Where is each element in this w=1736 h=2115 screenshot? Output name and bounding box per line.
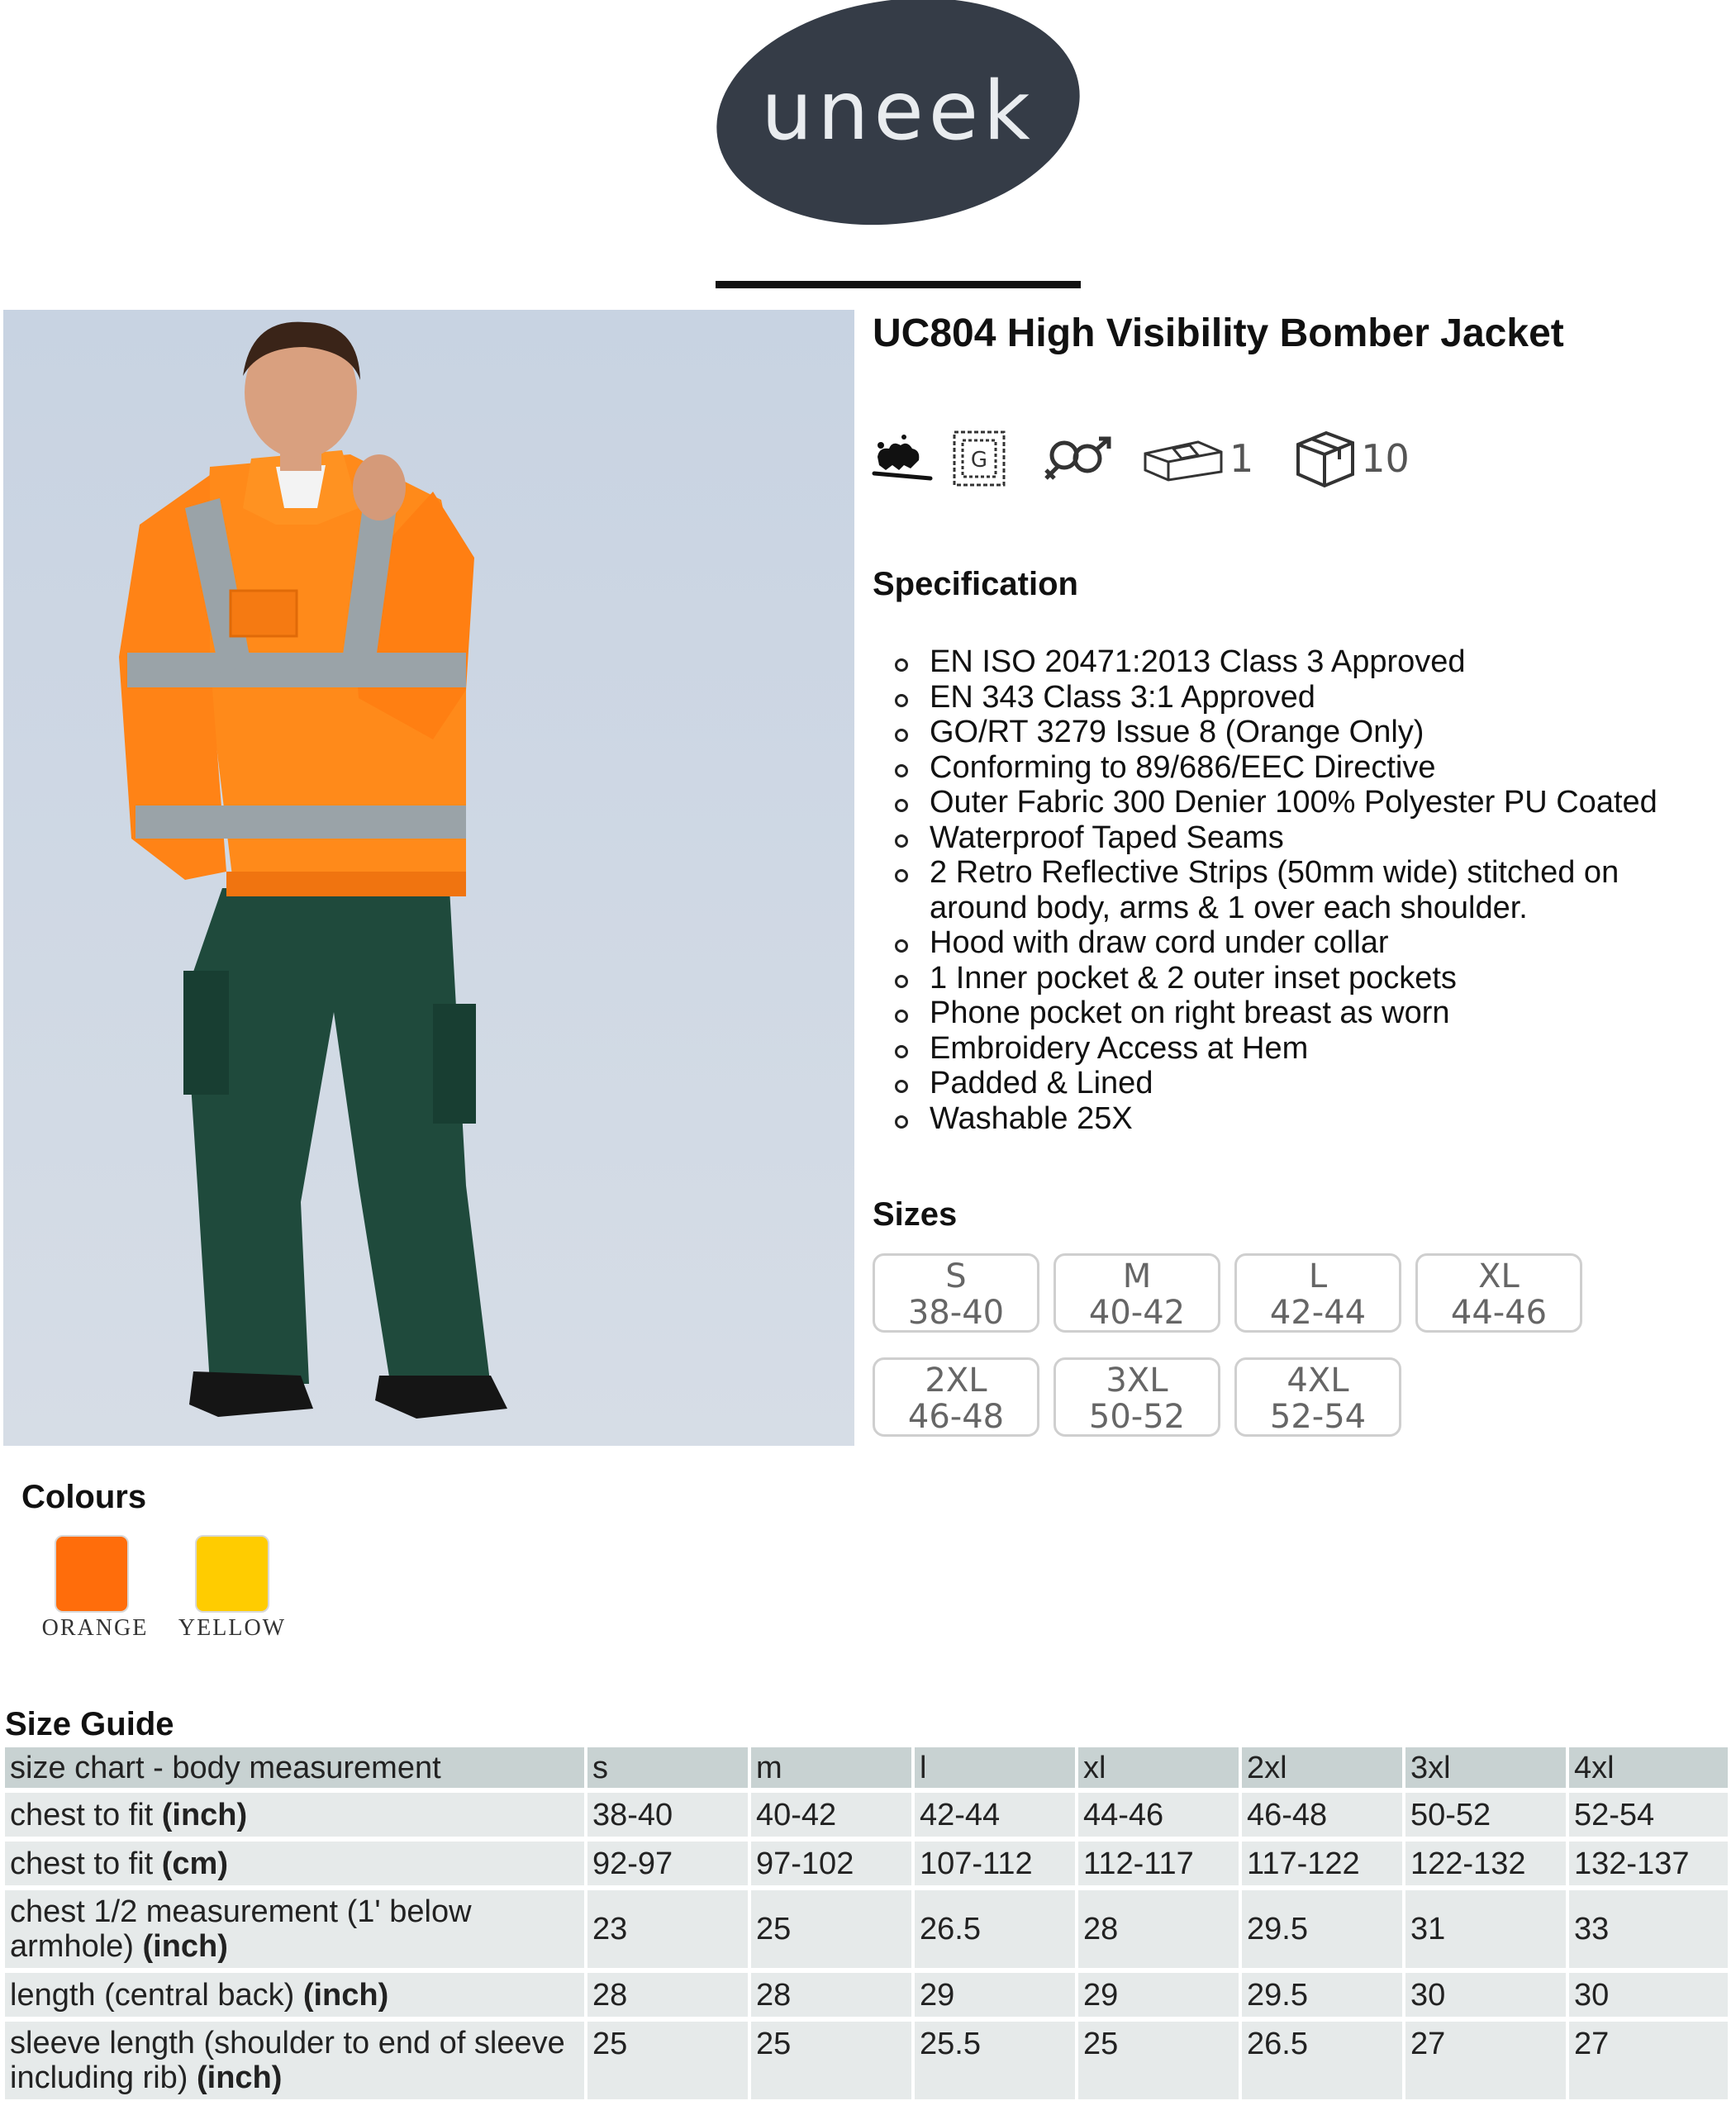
size-option-l[interactable] [1234, 1253, 1401, 1333]
svg-text:G: G [970, 448, 988, 473]
table-cell: 40-42 [751, 1793, 915, 1842]
sizes-heading: Sizes [873, 1196, 958, 1233]
specification-list [930, 644, 1723, 1136]
table-cell: 29.5 [1242, 1890, 1405, 1973]
table-cell: 23 [587, 1890, 751, 1973]
spec-item: Embroidery Access at Hem [930, 1031, 1723, 1067]
row-label: chest to fit (inch) [5, 1793, 587, 1842]
size-range: 40-42 [1088, 1294, 1186, 1332]
header-cell: xl [1078, 1747, 1242, 1793]
spec-item: Conforming to 89/686/EEC Directive [930, 750, 1723, 786]
table-cell: 30 [1405, 1973, 1569, 2022]
table-cell: 28 [751, 1973, 915, 2022]
product-photo [3, 310, 854, 1446]
table-cell: 117-122 [1242, 1842, 1405, 1890]
header-cell: size chart - body measurement [5, 1747, 587, 1793]
size-range: 42-44 [1269, 1294, 1367, 1332]
size-option-2xl[interactable] [873, 1357, 1039, 1437]
table-cell: 30 [1569, 1973, 1731, 2022]
logo-text: uneek [761, 64, 1035, 159]
spec-item: Padded & Lined [930, 1066, 1723, 1101]
colours-heading: Colours [21, 1479, 147, 1515]
size-option-xl[interactable] [1415, 1253, 1582, 1333]
spec-item: Waterproof Taped Seams [930, 820, 1723, 856]
table-cell: 46-48 [1242, 1793, 1405, 1842]
spec-item: 2 Retro Reflective Strips (50mm wide) stitched on around body, arms & 1 over each shoulder. [930, 855, 1723, 925]
size-label: M [1122, 1257, 1152, 1295]
size-guide-table [5, 1747, 1731, 2104]
size-option-3xl[interactable] [1053, 1357, 1220, 1437]
row-label: sleeve length (shoulder to end of sleeve including rib) (inch) [5, 2022, 587, 2104]
table-cell: 25 [1078, 2022, 1242, 2104]
size-option-4xl[interactable] [1234, 1357, 1401, 1437]
table-cell: 25 [587, 2022, 751, 2104]
table-cell: 92-97 [587, 1842, 751, 1890]
size-range: 46-48 [907, 1398, 1005, 1436]
spec-item: EN 343 Class 3:1 Approved [930, 680, 1723, 715]
table-cell: 25.5 [915, 2022, 1078, 2104]
specification-heading: Specification [873, 566, 1078, 602]
colour-label: YELLOW [178, 1615, 287, 1641]
table-cell: 107-112 [915, 1842, 1078, 1890]
size-label: L [1308, 1257, 1328, 1295]
table-cell: 44-46 [1078, 1793, 1242, 1842]
single-pack-icon [1140, 434, 1226, 483]
product-icons [871, 421, 1410, 496]
spec-item: 1 Inner pocket & 2 outer inset pockets [930, 961, 1723, 996]
header-cell: s [587, 1747, 751, 1793]
colour-label: ORANGE [41, 1615, 149, 1641]
logo-divider [716, 281, 1081, 288]
table-row [5, 1793, 1731, 1842]
model-wearing-jacket-illustration [3, 310, 854, 1446]
row-label: chest to fit (cm) [5, 1842, 587, 1890]
spec-item: Phone pocket on right breast as worn [930, 996, 1723, 1031]
size-option-m[interactable] [1053, 1253, 1220, 1333]
table-cell: 28 [1078, 1890, 1242, 1973]
size-label: XL [1478, 1257, 1520, 1295]
table-row [5, 1890, 1731, 1973]
spec-item: Outer Fabric 300 Denier 100% Polyester PU Coated [930, 785, 1723, 820]
table-header-row [5, 1747, 1731, 1793]
table-cell: 122-132 [1405, 1842, 1569, 1890]
brand-logo [716, 0, 1081, 223]
table-cell: 25 [751, 1890, 915, 1973]
table-cell: 52-54 [1569, 1793, 1731, 1842]
table-cell: 132-137 [1569, 1842, 1731, 1890]
colour-swatch-yellow[interactable] [195, 1535, 269, 1613]
table-row [5, 1842, 1731, 1890]
carton-count: 10 [1361, 436, 1410, 481]
size-label: 2XL [925, 1362, 987, 1400]
table-cell: 29 [1078, 1973, 1242, 2022]
table-cell: 28 [587, 1973, 751, 2022]
table-cell: 50-52 [1405, 1793, 1569, 1842]
header-cell: 3xl [1405, 1747, 1569, 1793]
header-cell: m [751, 1747, 915, 1793]
spec-item: Washable 25X [930, 1101, 1723, 1137]
table-cell: 26.5 [1242, 2022, 1405, 2104]
header-cell: 4xl [1569, 1747, 1731, 1793]
size-option-s[interactable] [873, 1253, 1039, 1333]
table-row [5, 2022, 1731, 2104]
size-range: 44-46 [1450, 1294, 1548, 1332]
size-guide-heading: Size Guide [5, 1706, 174, 1742]
size-range: 52-54 [1269, 1398, 1367, 1436]
table-cell: 31 [1405, 1890, 1569, 1973]
spec-item: GO/RT 3279 Issue 8 (Orange Only) [930, 715, 1723, 750]
product-title: UC804 High Visibility Bomber Jacket [873, 311, 1564, 355]
table-cell: 26.5 [915, 1890, 1078, 1973]
table-cell: 29.5 [1242, 1973, 1405, 2022]
size-label: 3XL [1106, 1362, 1168, 1400]
table-cell: 27 [1569, 2022, 1731, 2104]
table-cell: 42-44 [915, 1793, 1078, 1842]
header-cell: l [915, 1747, 1078, 1793]
unisex-icon [1039, 432, 1119, 485]
wash-care-icon [871, 432, 934, 485]
carton-icon [1293, 428, 1358, 489]
size-label: 4XL [1287, 1362, 1349, 1400]
colour-swatch-orange[interactable] [55, 1535, 129, 1613]
table-cell: 29 [915, 1973, 1078, 2022]
size-range: 38-40 [907, 1294, 1005, 1332]
table-row [5, 1973, 1731, 2022]
table-cell: 112-117 [1078, 1842, 1242, 1890]
table-cell: 25 [751, 2022, 915, 2104]
table-cell: 38-40 [587, 1793, 751, 1842]
size-label: S [945, 1257, 967, 1295]
header-cell: 2xl [1242, 1747, 1405, 1793]
size-range: 50-52 [1088, 1398, 1186, 1436]
row-label: chest 1/2 measurement (1' below armhole) (inch) [5, 1890, 587, 1973]
single-pack-count: 1 [1229, 436, 1254, 481]
table-cell: 33 [1569, 1890, 1731, 1973]
table-cell: 97-102 [751, 1842, 915, 1890]
row-label: length (central back) (inch) [5, 1973, 587, 2022]
table-cell: 27 [1405, 2022, 1569, 2104]
spec-item: Hood with draw cord under collar [930, 925, 1723, 961]
spec-item: EN ISO 20471:2013 Class 3 Approved [930, 644, 1723, 680]
grade-label-icon [952, 430, 1006, 487]
